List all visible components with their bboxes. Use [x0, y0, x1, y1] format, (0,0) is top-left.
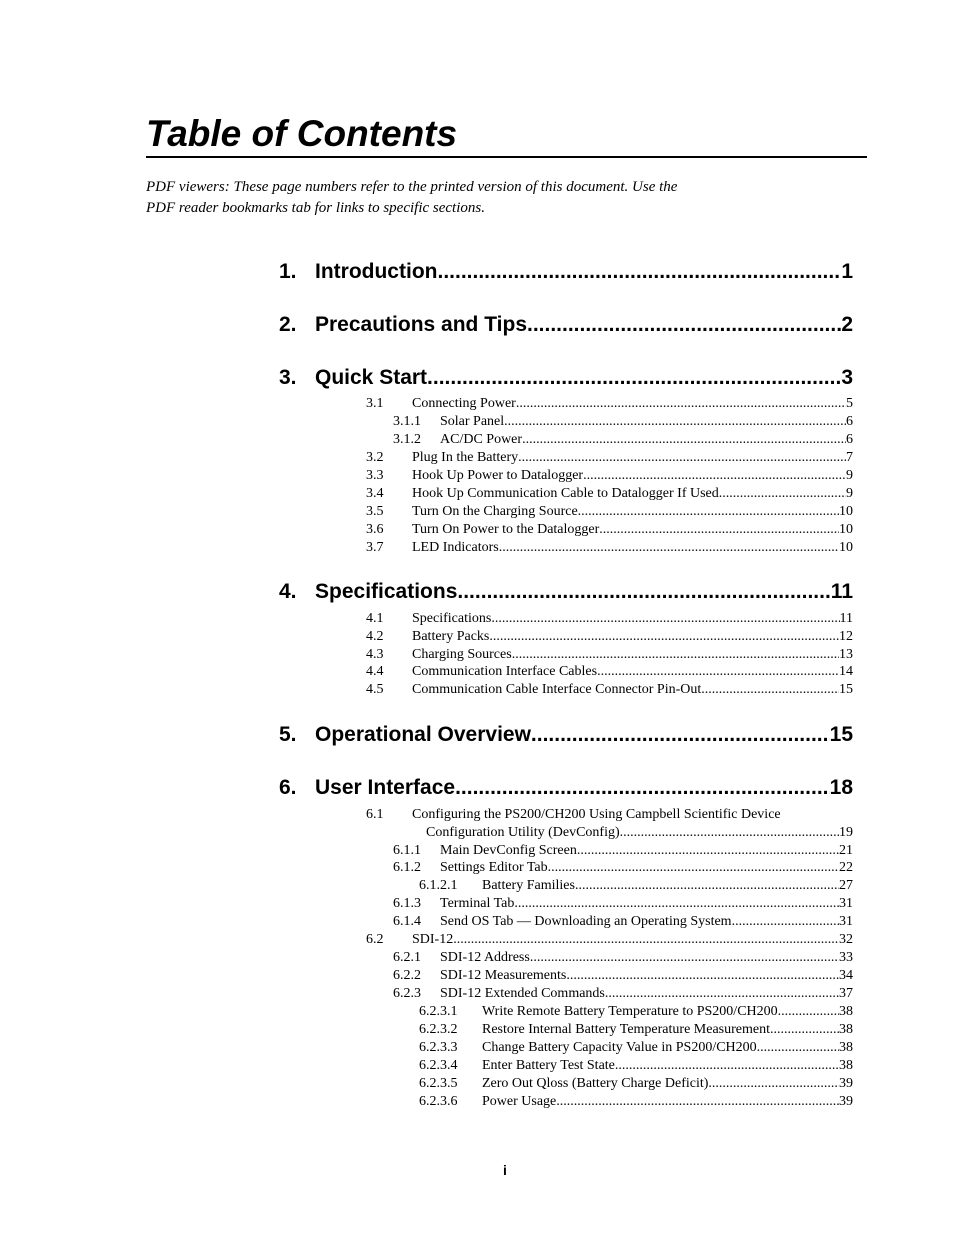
- toc-entry-page: 9: [846, 486, 853, 501]
- toc-entry-page: 14: [839, 664, 853, 679]
- toc-entry-page: 1: [841, 260, 853, 283]
- dot-leader: [778, 1003, 839, 1021]
- toc-entry-number: 6.2.1: [393, 950, 421, 965]
- dot-leader: [516, 395, 846, 413]
- dot-leader: [578, 503, 839, 521]
- toc-entry-number: 6.: [279, 776, 297, 799]
- toc-subsection-entry[interactable]: [419, 1093, 853, 1111]
- toc-entry-page: 6: [846, 414, 853, 429]
- dot-leader: [527, 312, 841, 338]
- dot-leader: [453, 931, 839, 949]
- dot-leader: [577, 842, 839, 860]
- toc-entry-number: 3.5: [366, 504, 384, 519]
- dot-leader: [437, 259, 841, 285]
- toc-section-entry[interactable]: [366, 931, 853, 949]
- toc-entry-title: Settings Editor Tab: [440, 860, 548, 875]
- toc-entry-number: 3.4: [366, 486, 384, 501]
- toc-entry-number: 3.1.2: [393, 432, 421, 447]
- note-line: PDF reader bookmarks tab for links to specific sections.: [146, 200, 485, 216]
- toc-subsection-entry[interactable]: [419, 1021, 853, 1039]
- toc-entry-title: LED Indicators: [412, 540, 499, 555]
- dot-leader: [620, 824, 839, 842]
- toc-entry-title: Hook Up Communication Cable to Datalogger If Used: [412, 486, 719, 501]
- toc-entry-number: 3.1: [366, 396, 384, 411]
- toc-entry-title: Communication Cable Interface Connector Pin-Out: [412, 682, 702, 697]
- toc-entry-title: Send OS Tab — Downloading an Operating System: [440, 914, 732, 929]
- toc-entry-number: 4.5: [366, 682, 384, 697]
- toc-entry-title: Charging Sources: [412, 647, 512, 662]
- toc-subsection-entry[interactable]: [393, 895, 853, 913]
- toc-section-entry[interactable]: [366, 610, 853, 628]
- toc-entry-number: 1.: [279, 260, 297, 283]
- dot-leader: [522, 431, 846, 449]
- dot-leader: [504, 413, 846, 431]
- toc-entry-page: 15: [829, 723, 853, 746]
- toc-entry-number: 3.3: [366, 468, 384, 483]
- toc-entry-title: Terminal Tab: [440, 896, 515, 911]
- toc-entry-number: 3.6: [366, 522, 384, 537]
- toc-entry-number: 3.7: [366, 540, 384, 555]
- toc-entry-number: 4.2: [366, 629, 384, 644]
- toc-entry-number: 2.: [279, 313, 297, 336]
- toc-subsection-entry[interactable]: [393, 842, 853, 860]
- toc-subsection-entry[interactable]: [393, 949, 853, 967]
- toc-subsection-entry[interactable]: [419, 1039, 853, 1057]
- toc-entry-page: 22: [839, 860, 853, 875]
- toc-entry-title: Change Battery Capacity Value in PS200/CH200: [482, 1040, 757, 1055]
- toc-section-entry[interactable]: [366, 663, 853, 681]
- dot-leader: [770, 1021, 839, 1039]
- toc-entry-number: 4.1: [366, 611, 384, 626]
- toc-entry-page: 3: [841, 366, 853, 389]
- toc-entry-title: SDI-12 Measurements: [440, 968, 567, 983]
- toc-entry-title: Restore Internal Battery Temperature Measurement: [482, 1022, 770, 1037]
- dot-leader: [512, 646, 839, 664]
- toc-entry-number: 4.3: [366, 647, 384, 662]
- toc-entry-number: 6.2.3.4: [419, 1058, 458, 1073]
- toc-subsection-entry[interactable]: [419, 1075, 853, 1093]
- toc-entry-title: SDI-12: [412, 932, 454, 947]
- toc-entry-title: Turn On Power to the Datalogger: [412, 522, 600, 537]
- dot-leader: [566, 967, 839, 985]
- toc-entry-number: 6.2.3.1: [419, 1004, 458, 1019]
- toc-entry-page: 39: [839, 1094, 853, 1109]
- page-title: Table of Contents: [146, 113, 458, 154]
- toc-entry-number: 6.2.3.6: [419, 1094, 458, 1109]
- toc-section-entry-continued[interactable]: [426, 824, 853, 842]
- toc-entry-page: 6: [846, 432, 853, 447]
- toc-entry-title: Battery Families: [482, 878, 575, 893]
- toc-entry-page: 10: [839, 540, 853, 555]
- dot-leader: [518, 449, 846, 467]
- dot-leader: [548, 859, 839, 877]
- toc-entry-page: 37: [839, 986, 853, 1001]
- toc-subsection-entry[interactable]: [393, 913, 853, 931]
- toc-entry-page: 10: [839, 504, 853, 519]
- toc-section-entry[interactable]: [366, 503, 853, 521]
- toc-entry-page: 38: [839, 1004, 853, 1019]
- toc-entry-title: User Interface: [315, 776, 456, 799]
- toc-entry-page: 32: [839, 932, 853, 947]
- toc-entry-number: 6.2.2: [393, 968, 421, 983]
- toc-entry-page: 34: [839, 968, 853, 983]
- toc-entry-page: 31: [839, 896, 853, 911]
- toc-entry-page: 19: [839, 825, 853, 840]
- toc-subsection-entry[interactable]: [393, 985, 853, 1003]
- toc-entry-title: Introduction: [315, 260, 438, 283]
- toc-entry-page: 39: [839, 1076, 853, 1091]
- toc-entry-title: Configuration Utility (DevConfig): [426, 825, 620, 840]
- dot-leader: [491, 610, 839, 628]
- toc-entry-page: 21: [839, 843, 853, 858]
- toc-entry-number: 4.: [279, 580, 297, 603]
- toc-entry-page: 11: [830, 580, 853, 603]
- dot-leader: [531, 722, 830, 748]
- toc-entry-title: Turn On the Charging Source: [412, 504, 578, 519]
- toc-chapter-entry[interactable]: [279, 361, 853, 391]
- dot-leader: [514, 895, 839, 913]
- toc-entry-page: 11: [839, 611, 853, 626]
- dot-leader: [427, 365, 841, 391]
- dot-leader: [530, 949, 839, 967]
- toc-entry-title: Communication Interface Cables: [412, 664, 598, 679]
- title-rule: [146, 156, 867, 158]
- toc-entry-title: Write Remote Battery Temperature to PS200/CH200: [482, 1004, 778, 1019]
- toc-entry-page: 31: [839, 914, 853, 929]
- toc-entry-number: 6.2.3.5: [419, 1076, 458, 1091]
- toc-entry-title: Configuring the PS200/CH200 Using Campbell Scientific Device: [412, 807, 781, 822]
- toc-entry-title: Operational Overview: [315, 723, 531, 746]
- dot-leader: [455, 775, 830, 801]
- toc-entry-page: 38: [839, 1040, 853, 1055]
- toc-entry-number: 6.1.2.1: [419, 878, 458, 893]
- toc-section-entry[interactable]: [366, 467, 853, 485]
- toc-entry-title: Specifications: [412, 611, 492, 626]
- toc-entry-page: 2: [841, 313, 853, 336]
- toc-entry-number: 5.: [279, 723, 297, 746]
- toc-entry-page: 33: [839, 950, 853, 965]
- toc-entry-page: 10: [839, 522, 853, 537]
- toc-entry-title: SDI-12 Extended Commands: [440, 986, 605, 1001]
- toc-section-entry[interactable]: [366, 806, 781, 824]
- toc-entry-number: 3.1.1: [393, 414, 421, 429]
- toc-subsection-entry[interactable]: [419, 877, 853, 895]
- toc-section-entry[interactable]: [366, 449, 853, 467]
- toc-section-entry[interactable]: [366, 485, 853, 503]
- toc-entry-page: 15: [839, 682, 853, 697]
- toc-entry-page: 18: [829, 776, 853, 799]
- dot-leader: [701, 681, 839, 699]
- toc-entry-number: 6.2.3: [393, 986, 421, 1001]
- toc-entry-title: Battery Packs: [412, 629, 490, 644]
- toc-entry-page: 7: [846, 450, 853, 465]
- toc-entry-page: 27: [839, 878, 853, 893]
- toc-entry-number: 4.4: [366, 664, 384, 679]
- toc-entry-page: 13: [839, 647, 853, 662]
- dot-leader: [583, 467, 846, 485]
- toc-entry-number: 6.1.3: [393, 896, 421, 911]
- toc-subsection-entry[interactable]: [393, 413, 853, 431]
- note-line: PDF viewers: These page numbers refer to the printed version of this document. Use the: [146, 179, 678, 195]
- dot-leader: [605, 985, 839, 1003]
- toc-section-entry[interactable]: [366, 628, 853, 646]
- toc-entry-title: Solar Panel: [440, 414, 505, 429]
- toc-subsection-entry[interactable]: [393, 967, 853, 985]
- dot-leader: [732, 913, 839, 931]
- toc-subsection-entry[interactable]: [393, 859, 853, 877]
- toc-entry-title: Plug In the Battery: [412, 450, 519, 465]
- toc-section-entry[interactable]: [366, 539, 853, 557]
- toc-entry-title: Quick Start: [315, 366, 428, 389]
- toc-chapter-entry[interactable]: [279, 308, 853, 338]
- dot-leader: [489, 628, 839, 646]
- toc-section-entry[interactable]: [366, 681, 853, 699]
- toc-entry-page: 38: [839, 1058, 853, 1073]
- toc-entry-title: Hook Up Power to Datalogger: [412, 468, 584, 483]
- toc-chapter-entry[interactable]: [279, 771, 853, 801]
- dot-leader: [719, 485, 846, 503]
- toc-entry-number: 6.2: [366, 932, 384, 947]
- toc-subsection-entry[interactable]: [419, 1057, 853, 1075]
- dot-leader: [457, 579, 830, 605]
- toc-entry-title: Precautions and Tips: [315, 313, 527, 336]
- toc-entry-number: 6.2.3.2: [419, 1022, 458, 1037]
- dot-leader: [599, 521, 839, 539]
- pdf-viewer-note: [146, 177, 786, 219]
- dot-leader: [597, 663, 839, 681]
- toc-chapter-entry[interactable]: [279, 718, 853, 748]
- dot-leader: [615, 1057, 839, 1075]
- toc-section-entry[interactable]: [366, 521, 853, 539]
- toc-subsection-entry[interactable]: [419, 1003, 853, 1021]
- dot-leader: [556, 1093, 839, 1111]
- dot-leader: [499, 539, 839, 557]
- toc-entry-title: SDI-12 Address: [440, 950, 530, 965]
- page-number: i: [503, 1162, 507, 1178]
- dot-leader: [757, 1039, 839, 1057]
- toc-chapter-entry[interactable]: [279, 255, 853, 285]
- toc-entry-number: 6.1: [366, 807, 384, 822]
- toc-entry-number: 6.1.1: [393, 843, 421, 858]
- toc-section-entry[interactable]: [366, 395, 853, 413]
- toc-entry-page: 5: [846, 396, 853, 411]
- toc-entry-title: Specifications: [315, 580, 458, 603]
- toc-entry-page: 9: [846, 468, 853, 483]
- toc-section-entry[interactable]: [366, 646, 853, 664]
- dot-leader: [575, 877, 839, 895]
- toc-entry-number: 3.2: [366, 450, 384, 465]
- toc-entry-page: 12: [839, 629, 853, 644]
- toc-entry-number: 6.1.4: [393, 914, 421, 929]
- toc-entry-title: Enter Battery Test State: [482, 1058, 615, 1073]
- toc-entry-title: AC/DC Power: [440, 432, 523, 447]
- toc-entry-number: 6.2.3.3: [419, 1040, 458, 1055]
- toc-entry-number: 6.1.2: [393, 860, 421, 875]
- toc-entry-number: 3.: [279, 366, 297, 389]
- toc-entry-title: Main DevConfig Screen: [440, 843, 577, 858]
- toc-entry-page: 38: [839, 1022, 853, 1037]
- toc-entry-title: Power Usage: [482, 1094, 557, 1109]
- dot-leader: [708, 1075, 839, 1093]
- toc-subsection-entry[interactable]: [393, 431, 853, 449]
- toc-entry-title: Connecting Power: [412, 396, 516, 411]
- toc-entry-title: Zero Out Qloss (Battery Charge Deficit): [482, 1076, 709, 1091]
- toc-chapter-entry[interactable]: [279, 575, 853, 605]
